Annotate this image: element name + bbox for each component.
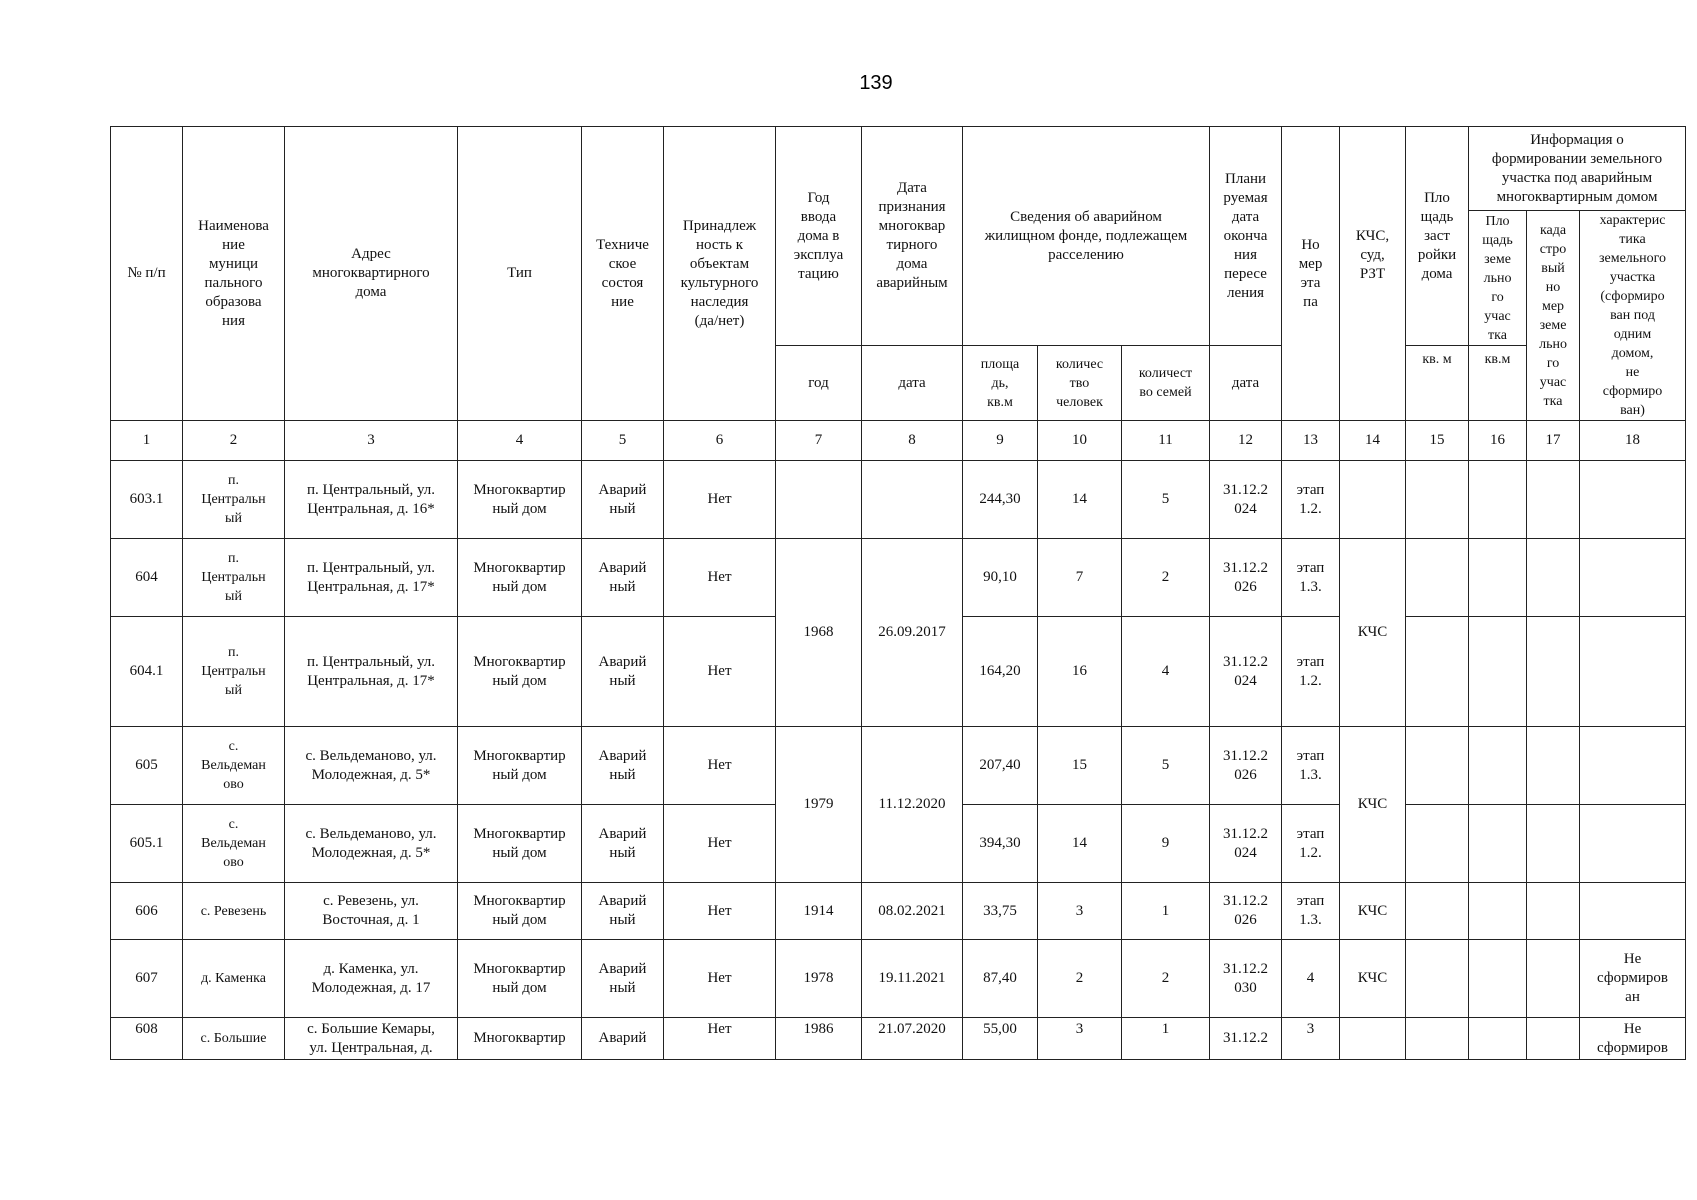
header-recognition-date: Дата признания многоквар тирного дома аварийным (862, 127, 963, 346)
column-number: 5 (582, 421, 664, 461)
planned-date: 31.12.2 030 (1210, 940, 1282, 1018)
subheader-area: площа дь, кв.м (963, 346, 1038, 421)
commission-year: 1978 (776, 940, 862, 1018)
heritage: Нет (664, 805, 776, 883)
built-area (1406, 1018, 1469, 1060)
column-number: 1 (111, 421, 183, 461)
cadastral-number (1527, 805, 1580, 883)
address: п. Центральный, ул. Центральная, д. 17* (285, 617, 458, 727)
header-land-area: Пло щадь земе льно го учас тка (1469, 211, 1527, 346)
row-number: 606 (111, 883, 183, 940)
municipality: п. Центральн ый (183, 617, 285, 727)
row-number: 607 (111, 940, 183, 1018)
people-count: 7 (1038, 539, 1122, 617)
municipality: п. Центральн ый (183, 461, 285, 539)
stage-number: этап 1.3. (1282, 539, 1340, 617)
cadastral-number (1527, 461, 1580, 539)
people-count: 3 (1038, 1018, 1122, 1060)
municipality: с. Ревезень (183, 883, 285, 940)
family-count: 1 (1122, 1018, 1210, 1060)
table-row (111, 940, 1686, 1018)
header-address: Адрес многоквартирного дома (285, 127, 458, 421)
column-number: 18 (1580, 421, 1686, 461)
people-count: 14 (1038, 805, 1122, 883)
header-type: Тип (458, 127, 582, 421)
row-number: 604.1 (111, 617, 183, 727)
address: с. Большие Кемары, ул. Центральная, д. (285, 1018, 458, 1060)
table-row (111, 539, 1686, 617)
kchs: КЧС (1340, 539, 1406, 727)
row-number: 604 (111, 539, 183, 617)
land-area (1469, 617, 1527, 727)
column-number: 15 (1406, 421, 1469, 461)
tech-state: Аварий (582, 1018, 664, 1060)
commission-year: 1979 (776, 727, 862, 883)
planned-date: 31.12.2 026 (1210, 883, 1282, 940)
planned-date: 31.12.2 026 (1210, 539, 1282, 617)
subheader-plan-date: дата (1210, 346, 1282, 421)
family-count: 5 (1122, 727, 1210, 805)
header-stage: Но мер эта па (1282, 127, 1340, 421)
land-characteristic (1580, 883, 1686, 940)
header-tech-state: Техниче ское состоя ние (582, 127, 664, 421)
subheader-land-area-unit: кв.м (1469, 346, 1527, 421)
housing-type: Многоквартир ный дом (458, 539, 582, 617)
housing-type: Многоквартир ный дом (458, 461, 582, 539)
recognition-date: 08.02.2021 (862, 883, 963, 940)
people-count: 16 (1038, 617, 1122, 727)
cadastral-number (1527, 727, 1580, 805)
header-land-info: Информация о формировании земельного участка под аварийным многоквартирным домом (1469, 127, 1686, 211)
heritage: Нет (664, 883, 776, 940)
column-number: 4 (458, 421, 582, 461)
land-area (1469, 940, 1527, 1018)
housing-type: Многоквартир ный дом (458, 883, 582, 940)
land-characteristic: Не сформиров ан (1580, 940, 1686, 1018)
heritage: Нет (664, 1018, 776, 1060)
header-emergency-info: Сведения об аварийном жилищном фонде, подлежащем расселению (963, 127, 1210, 346)
land-area (1469, 883, 1527, 940)
stage-number: 3 (1282, 1018, 1340, 1060)
subheader-built-area-unit: кв. м (1406, 346, 1469, 421)
subheader-year: год (776, 346, 862, 421)
built-area (1406, 461, 1469, 539)
stage-number: этап 1.2. (1282, 461, 1340, 539)
header-number: № п/п (111, 127, 183, 421)
housing-type: Многоквартир ный дом (458, 617, 582, 727)
stage-number: этап 1.3. (1282, 727, 1340, 805)
tech-state: Аварий ный (582, 883, 664, 940)
family-count: 1 (1122, 883, 1210, 940)
land-area (1469, 805, 1527, 883)
cadastral-number (1527, 940, 1580, 1018)
header-heritage: Принадлеж ность к объектам культурного наследия (да/нет) (664, 127, 776, 421)
address: п. Центральный, ул. Центральная, д. 16* (285, 461, 458, 539)
header-land-characteristic: характерис тика земельного участка (сформиро ван под одним домом, не сформиро ван) (1580, 211, 1686, 421)
planned-date: 31.12.2 026 (1210, 727, 1282, 805)
land-characteristic (1580, 805, 1686, 883)
header-kchs: КЧС, суд, РЗТ (1340, 127, 1406, 421)
column-number: 12 (1210, 421, 1282, 461)
column-number: 8 (862, 421, 963, 461)
heritage: Нет (664, 727, 776, 805)
municipality: с. Вельдеман ово (183, 727, 285, 805)
page-number: 139 (859, 72, 893, 94)
heritage: Нет (664, 617, 776, 727)
commission-year: 1914 (776, 883, 862, 940)
built-area (1406, 539, 1469, 617)
built-area (1406, 940, 1469, 1018)
land-characteristic (1580, 539, 1686, 617)
planned-date: 31.12.2 024 (1210, 617, 1282, 727)
stage-number: этап 1.2. (1282, 805, 1340, 883)
column-number: 13 (1282, 421, 1340, 461)
housing-type: Многоквартир ный дом (458, 727, 582, 805)
kchs (1340, 461, 1406, 539)
table-row (111, 461, 1686, 539)
family-count: 4 (1122, 617, 1210, 727)
land-area (1469, 727, 1527, 805)
land-area (1469, 1018, 1527, 1060)
commission-year: 1986 (776, 1018, 862, 1060)
area: 244,30 (963, 461, 1038, 539)
column-number-row (111, 421, 1686, 461)
commission-year: 1968 (776, 539, 862, 727)
header-built-area: Пло щадь заст ройки дома (1406, 127, 1469, 346)
address: д. Каменка, ул. Молодежная, д. 17 (285, 940, 458, 1018)
tech-state: Аварий ный (582, 940, 664, 1018)
stage-number: этап 1.2. (1282, 617, 1340, 727)
column-number: 3 (285, 421, 458, 461)
subheader-families: количест во семей (1122, 346, 1210, 421)
built-area (1406, 727, 1469, 805)
kchs: КЧС (1340, 883, 1406, 940)
tech-state: Аварий ный (582, 539, 664, 617)
municipality: д. Каменка (183, 940, 285, 1018)
family-count: 5 (1122, 461, 1210, 539)
land-area (1469, 539, 1527, 617)
planned-date: 31.12.2 024 (1210, 461, 1282, 539)
area: 207,40 (963, 727, 1038, 805)
table-row (111, 883, 1686, 940)
land-characteristic (1580, 461, 1686, 539)
column-number: 16 (1469, 421, 1527, 461)
table-row (111, 1018, 1686, 1060)
header-municipality: Наименова ние муници пального образова ния (183, 127, 285, 421)
address: с. Ревезень, ул. Восточная, д. 1 (285, 883, 458, 940)
heritage: Нет (664, 539, 776, 617)
family-count: 2 (1122, 539, 1210, 617)
land-characteristic (1580, 617, 1686, 727)
tech-state: Аварий ный (582, 727, 664, 805)
housing-type: Многоквартир (458, 1018, 582, 1060)
housing-type: Многоквартир ный дом (458, 805, 582, 883)
cadastral-number (1527, 617, 1580, 727)
commission-year (776, 461, 862, 539)
column-number: 6 (664, 421, 776, 461)
address: с. Вельдеманово, ул. Молодежная, д. 5* (285, 727, 458, 805)
column-number: 7 (776, 421, 862, 461)
tech-state: Аварий ный (582, 617, 664, 727)
cadastral-number (1527, 883, 1580, 940)
cadastral-number (1527, 539, 1580, 617)
kchs (1340, 1018, 1406, 1060)
people-count: 2 (1038, 940, 1122, 1018)
header-year: Год ввода дома в эксплуа тацию (776, 127, 862, 346)
recognition-date: 11.12.2020 (862, 727, 963, 883)
recognition-date: 26.09.2017 (862, 539, 963, 727)
built-area (1406, 617, 1469, 727)
subheader-people: количес тво человек (1038, 346, 1122, 421)
built-area (1406, 883, 1469, 940)
emergency-housing-table (110, 126, 1686, 1060)
row-number: 603.1 (111, 461, 183, 539)
column-number: 9 (963, 421, 1038, 461)
address: с. Вельдеманово, ул. Молодежная, д. 5* (285, 805, 458, 883)
land-area (1469, 461, 1527, 539)
people-count: 15 (1038, 727, 1122, 805)
area: 394,30 (963, 805, 1038, 883)
stage-number: 4 (1282, 940, 1340, 1018)
area: 55,00 (963, 1018, 1038, 1060)
row-number: 605.1 (111, 805, 183, 883)
area: 90,10 (963, 539, 1038, 617)
area: 87,40 (963, 940, 1038, 1018)
area: 164,20 (963, 617, 1038, 727)
planned-date: 31.12.2 024 (1210, 805, 1282, 883)
table-row (111, 727, 1686, 805)
recognition-date: 21.07.2020 (862, 1018, 963, 1060)
column-number: 17 (1527, 421, 1580, 461)
kchs: КЧС (1340, 940, 1406, 1018)
tech-state: Аварий ный (582, 805, 664, 883)
stage-number: этап 1.3. (1282, 883, 1340, 940)
municipality: с. Вельдеман ово (183, 805, 285, 883)
planned-date: 31.12.2 (1210, 1018, 1282, 1060)
family-count: 9 (1122, 805, 1210, 883)
land-characteristic (1580, 727, 1686, 805)
people-count: 3 (1038, 883, 1122, 940)
column-number: 14 (1340, 421, 1406, 461)
row-number: 608 (111, 1018, 183, 1060)
header-planned-date: Плани руемая дата оконча ния пересе ления (1210, 127, 1282, 346)
recognition-date (862, 461, 963, 539)
address: п. Центральный, ул. Центральная, д. 17* (285, 539, 458, 617)
recognition-date: 19.11.2021 (862, 940, 963, 1018)
subheader-date: дата (862, 346, 963, 421)
heritage: Нет (664, 461, 776, 539)
people-count: 14 (1038, 461, 1122, 539)
housing-type: Многоквартир ный дом (458, 940, 582, 1018)
tech-state: Аварий ный (582, 461, 664, 539)
header-cadastral-number: када стро вый но мер земе льно го учас тка (1527, 211, 1580, 421)
kchs: КЧС (1340, 727, 1406, 883)
cadastral-number (1527, 1018, 1580, 1060)
row-number: 605 (111, 727, 183, 805)
municipality: с. Большие (183, 1018, 285, 1060)
column-number: 2 (183, 421, 285, 461)
built-area (1406, 805, 1469, 883)
column-number: 10 (1038, 421, 1122, 461)
land-characteristic: Не сформиров (1580, 1018, 1686, 1060)
heritage: Нет (664, 940, 776, 1018)
family-count: 2 (1122, 940, 1210, 1018)
area: 33,75 (963, 883, 1038, 940)
municipality: п. Центральн ый (183, 539, 285, 617)
column-number: 11 (1122, 421, 1210, 461)
